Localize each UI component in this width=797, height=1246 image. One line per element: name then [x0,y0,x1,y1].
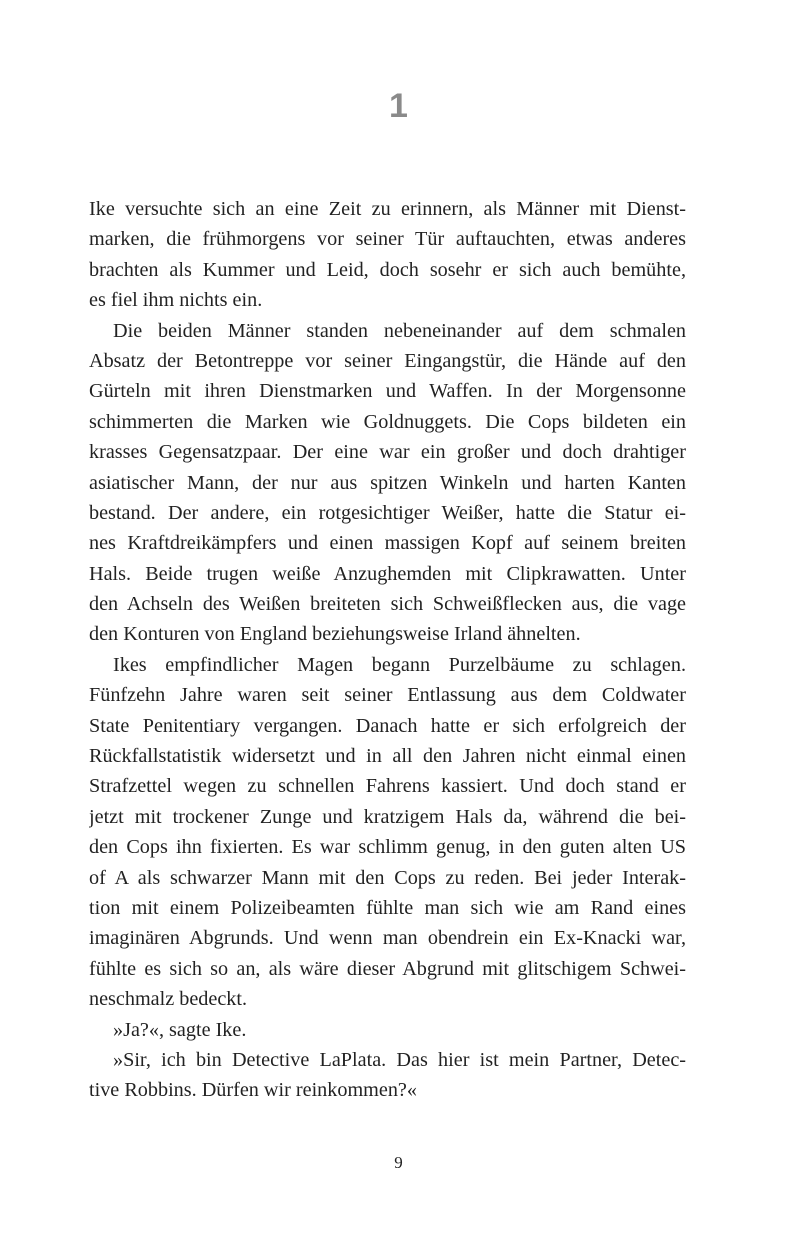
text-line: »Ja?«, sagte Ike. [113,1018,247,1041]
text-line: of A als schwarzer Mann mit den Cops zu reden. Bei jeder Interak- [89,866,686,889]
text-line: Ike versuchte sich an eine Zeit zu erinnern, als Männer mit Dienst- [89,198,686,220]
text-line: Absatz der Betontreppe vor seiner Eingangstür, die Hände auf den [89,349,686,372]
paragraph [89,194,686,316]
text-line: tion mit einem Polizeibeamten fühlte man sich wie am Rand eines [89,896,686,919]
text-line: Rückfallstatistik widersetzt und in all den Jahren nicht einmal einen [89,745,686,768]
text-line: Die beiden Männer standen nebeneinander auf dem schmalen [113,319,686,342]
text-line: den Konturen von England beziehungsweise Irland ähnelten. [89,623,581,646]
text-line: Strafzettel wegen zu schnellen Fahrens kassiert. Und doch stand er [89,775,686,798]
text-line: schimmerten die Marken wie Goldnuggets. Die Cops bildeten ein [89,410,686,433]
text-line: »Sir, ich bin Detective LaPlata. Das hier ist mein Partner, Detec- [113,1048,686,1071]
text-line: den Achseln des Weißen breiteten sich Schweißflecken aus, die vage [89,593,686,616]
text-line: nes Kraftdreikämpfers und einen massigen Kopf auf seinem breiten [89,532,686,555]
text-line: es fiel ihm nichts ein. [89,289,263,312]
paragraph [89,650,686,1015]
chapter-number: 1 [389,87,408,125]
paragraph [89,316,686,650]
text-line: den Cops ihn fixierten. Es war schlimm genug, in den guten alten US [89,836,686,859]
text-line: brachten als Kummer und Leid, doch sosehr er sich auch bemühte, [89,258,686,281]
text-line: asiatischer Mann, der nur aus spitzen Winkeln und harten Kanten [89,471,686,494]
text-line: Fünfzehn Jahre waren seit seiner Entlassung aus dem Coldwater [89,684,686,707]
text-line: bestand. Der andere, ein rotgesichtiger Weißer, hatte die Statur ei- [89,501,686,524]
text-line: krasses Gegensatzpaar. Der eine war ein großer und doch drahtiger [89,441,686,464]
text-line: Ikes empfindlicher Magen begann Purzelbäume zu schlagen. [113,653,686,676]
paragraph [89,1045,686,1106]
text-line: Gürteln mit ihren Dienstmarken und Waffen. In der Morgensonne [89,380,686,403]
text-line: jetzt mit trockener Zunge und kratzigem Hals da, während die bei- [89,805,686,828]
paragraph [89,1015,686,1045]
text-line: imaginären Abgrunds. Und wenn man obendrein ein Ex-Knacki war, [89,927,686,950]
text-line: tive Robbins. Dürfen wir reinkommen?« [89,1079,417,1102]
body-text [89,194,686,1106]
text-line: Hals. Beide trugen weiße Anzughemden mit Clipkrawatten. Unter [89,562,686,585]
text-line: neschmalz bedeckt. [89,988,248,1011]
text-line: fühlte es sich so an, als wäre dieser Abgrund mit glitschigem Schwei- [89,957,686,980]
page-number: 9 [394,1153,403,1172]
text-line: State Penitentiary vergangen. Danach hatte er sich erfolgreich der [89,714,686,737]
text-line: marken, die frühmorgens vor seiner Tür auftauchten, etwas anderes [89,228,686,251]
